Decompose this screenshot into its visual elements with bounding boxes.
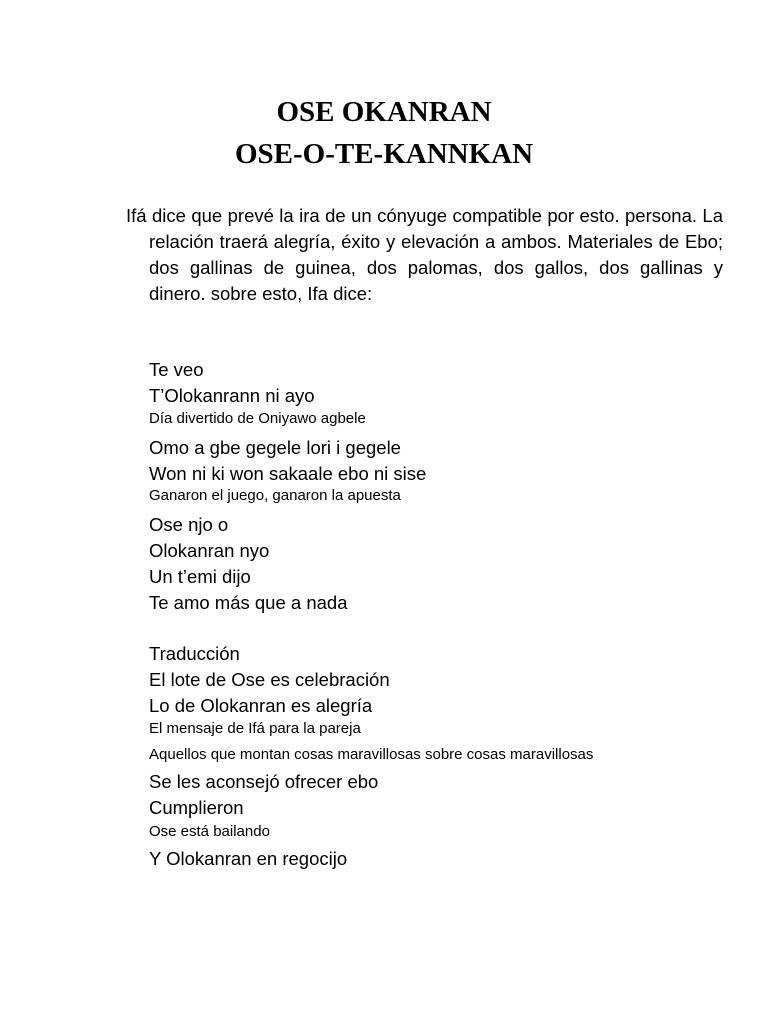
verse-line: Lo de Olokanran es alegría <box>149 695 373 716</box>
verse-line: Won ni ki won sakaale ebo ni sise <box>149 463 427 484</box>
verse-line: Y Olokanran en regocijo <box>149 848 348 869</box>
verse-line-small: Ganaron el juego, ganaron la apuesta <box>149 487 401 504</box>
verse-line-small: El mensaje de Ifá para la pareja <box>149 720 361 737</box>
title-line-2: OSE-O-TE-KANNKAN <box>234 138 534 170</box>
verse-line: Ose njo o <box>149 514 229 535</box>
verse-line: Un t’emi dijo <box>149 566 251 587</box>
intro-paragraph: Ifá dice que prevé la ira de un cónyuge compatible por esto. persona. La relación traerá alegría, éxito y elevación a ambos. Materiales de Ebo; dos gallinas de guinea, dos palomas, dos gallos, dos gallinas y dinero. sobre esto, Ifa dice: <box>126 205 723 304</box>
verse-line: Te veo <box>149 359 204 380</box>
verse-line: Omo a gbe gegele lori i gegele <box>149 437 401 458</box>
verse-line: Olokanran nyo <box>149 540 270 561</box>
title-line-1: OSE OKANRAN <box>276 96 492 128</box>
verse-line-small: Día divertido de Oniyawo agbele <box>149 410 366 427</box>
translation-heading: Traducción <box>149 643 240 664</box>
verse-line: El lote de Ose es celebración <box>149 669 390 690</box>
verse-line: Se les aconsejó ofrecer ebo <box>149 771 379 792</box>
verse-line: Te amo más que a nada <box>149 592 348 613</box>
verse-line-small: Aquellos que montan cosas maravillosas sobre cosas maravillosas <box>149 746 594 763</box>
verse-line-small: Ose está bailando <box>149 823 270 840</box>
verse-line: T’Olokanrann ni ayo <box>149 385 315 406</box>
verse-line: Cumplieron <box>149 797 244 818</box>
